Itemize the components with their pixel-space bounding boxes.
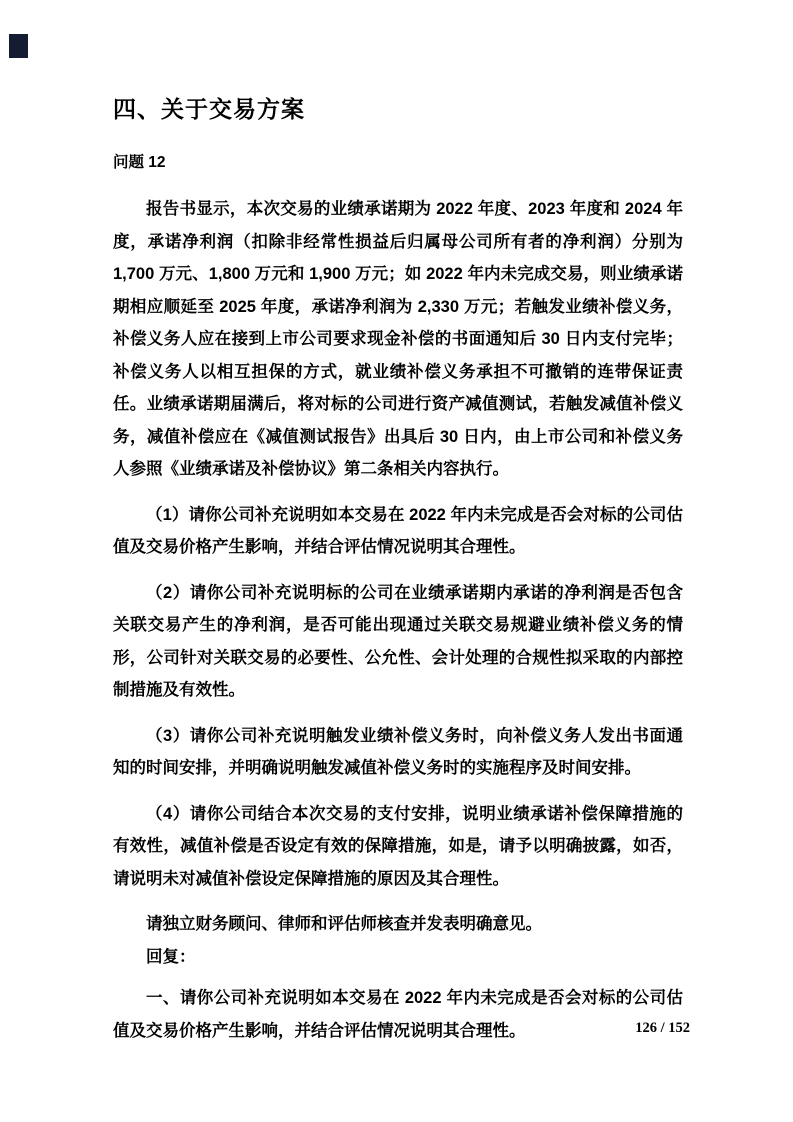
paragraph-item-1: （1）请你公司补充说明如本交易在 2022 年内未完成是否会对标的公司估值及交易价格产生影响，并结合评估情况说明其合理性。 <box>113 505 683 557</box>
paragraph-item-3: （3）请你公司补充说明触发业绩补偿义务时，向补偿义务人发出书面通知的时间安排，并明确说明触发减值补偿义务时的实施程序及时间安排。 <box>113 726 683 778</box>
paragraph-item-2: （2）请你公司补充说明标的公司在业绩承诺期内承诺的净利润是否包含关联交易产生的净利润，是否可能出现通过关联交易规避业绩补偿义务的情形，公司针对关联交易的必要性、公允性、会计处理的合规性拟采取的内部控制措施及有效性。 <box>113 583 683 700</box>
question-label: 问题 12 <box>113 153 166 171</box>
paragraph-answer-heading: 一、请你公司补充说明如本交易在 2022 年内未完成是否会对标的公司估值及交易价格产生影响，并结合评估情况说明其合理性。 <box>113 989 683 1040</box>
reply-label: 回复： <box>146 947 196 966</box>
document-content <box>113 96 683 1060</box>
paragraph-verification-request: 请独立财务顾问、律师和评估师核查并发表明确意见。 <box>146 915 542 934</box>
page-number: 126 / 152 <box>635 1020 690 1036</box>
paragraph-item-4: （4）请你公司结合本次交易的支付安排，说明业绩承诺补偿保障措施的有效性，减值补偿是否设定有效的保障措施，如是，请予以明确披露，如否，请说明未对减值补偿设定保障措施的原因及其合理性。 <box>113 804 683 888</box>
paragraph-intro: 报告书显示，本次交易的业绩承诺期为 2022 年度、2023 年度和 2024 年度，承诺净利润（扣除非经常性损益后归属母公司所有者的净利润）分别为 1,700 万元、1,800 万元和 1,900 万元；如 2022 年内未完成交易，则业绩承诺期相应顺延至 2025 年度，承诺净利润为 2,330 万元；若触发业绩补偿义务，补偿义务人应在接到上市公司要求现金补偿的书面通知后 30 日内支付完毕；补偿义务人以相互担保的方式，就业绩补偿义务承担不可撤销的连带保证责任。业绩承诺期届满后，将对标的公司进行资产减值测试，若触发减值补偿义务，减值补偿应在《减值测试报告》出具后 30 日内，由上市公司和补偿义务人参照《业绩承诺及补偿协议》第二条相关内容执行。 <box>113 200 683 479</box>
section-heading: 四、关于交易方案 <box>113 96 305 122</box>
scan-corner-artifact <box>9 34 28 58</box>
